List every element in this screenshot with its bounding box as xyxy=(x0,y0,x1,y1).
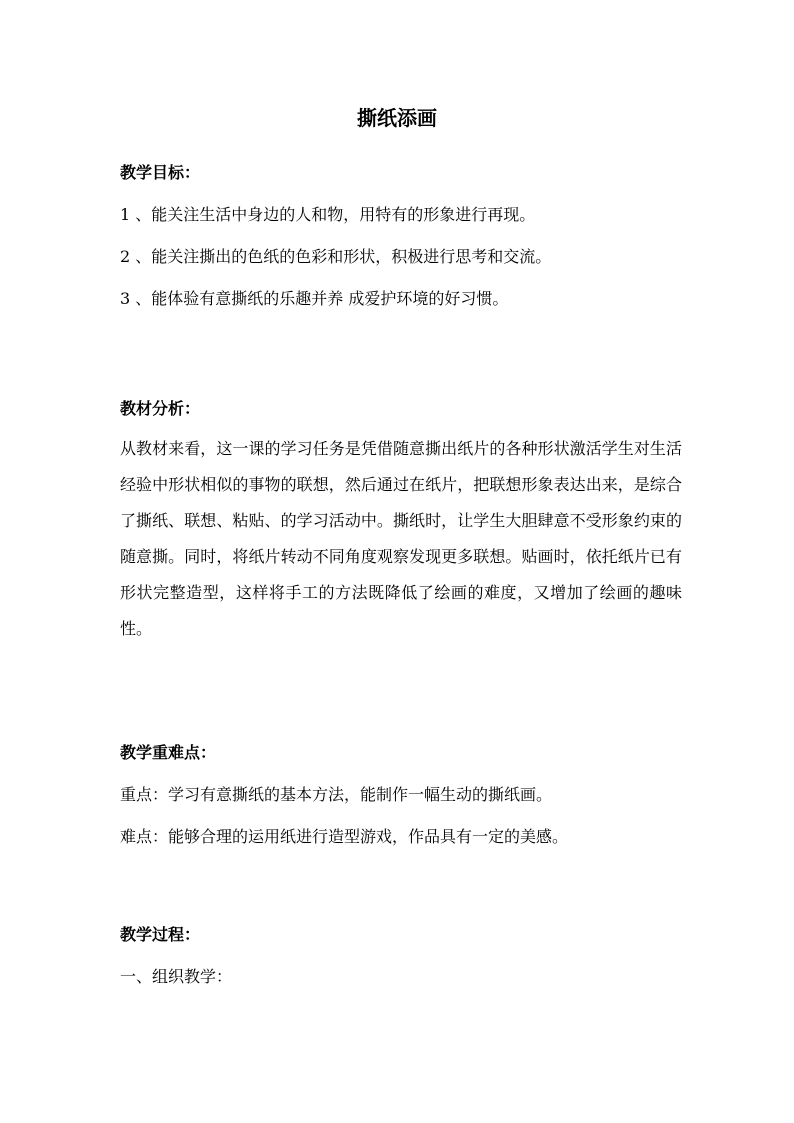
objective-item-3: 3 、能体验有意撕纸的乐趣并养 成爱护环境的好习惯。 xyxy=(120,289,509,308)
key-points-heading: 教学重难点： xyxy=(120,743,217,762)
key-point-item: 重点：学习有意撕纸的基本方法，能制作一幅生动的撕纸画。 xyxy=(120,785,553,804)
objective-item-1: 1 、能关注生活中身边的人和物，用特有的形象进行再现。 xyxy=(120,205,536,224)
objectives-heading: 教学目标： xyxy=(120,163,201,182)
document-title: 撕纸添画 xyxy=(357,106,437,130)
process-heading: 教学过程： xyxy=(120,925,201,944)
objective-item-2: 2 、能关注撕出的色纸的色彩和形状，积极进行思考和交流。 xyxy=(120,247,552,266)
analysis-heading: 教材分析： xyxy=(120,399,201,418)
process-step-1: 一、组织教学： xyxy=(120,967,233,986)
difficult-point-item: 难点：能够合理的运用纸进行造型游戏，作品具有一定的美感。 xyxy=(120,827,569,846)
analysis-paragraph: 从教材来看，这一课的学习任务是凭借随意撕出纸片的各种形状激活学生对生活经验中形状相似的事物的联想，然后通过在纸片，把联想形象表达出来，是综合了撕纸、联想、粘贴、的学习活动中。撕纸时，让学生大胆肆意不受形象约束的随意撕。同时，将纸片转动不同角度观察发现更多联想。贴画时，依托纸片已有形状完整造型，这样将手工的方法既降低了绘画的难度，又增加了绘画的趣味性。 xyxy=(120,439,682,638)
